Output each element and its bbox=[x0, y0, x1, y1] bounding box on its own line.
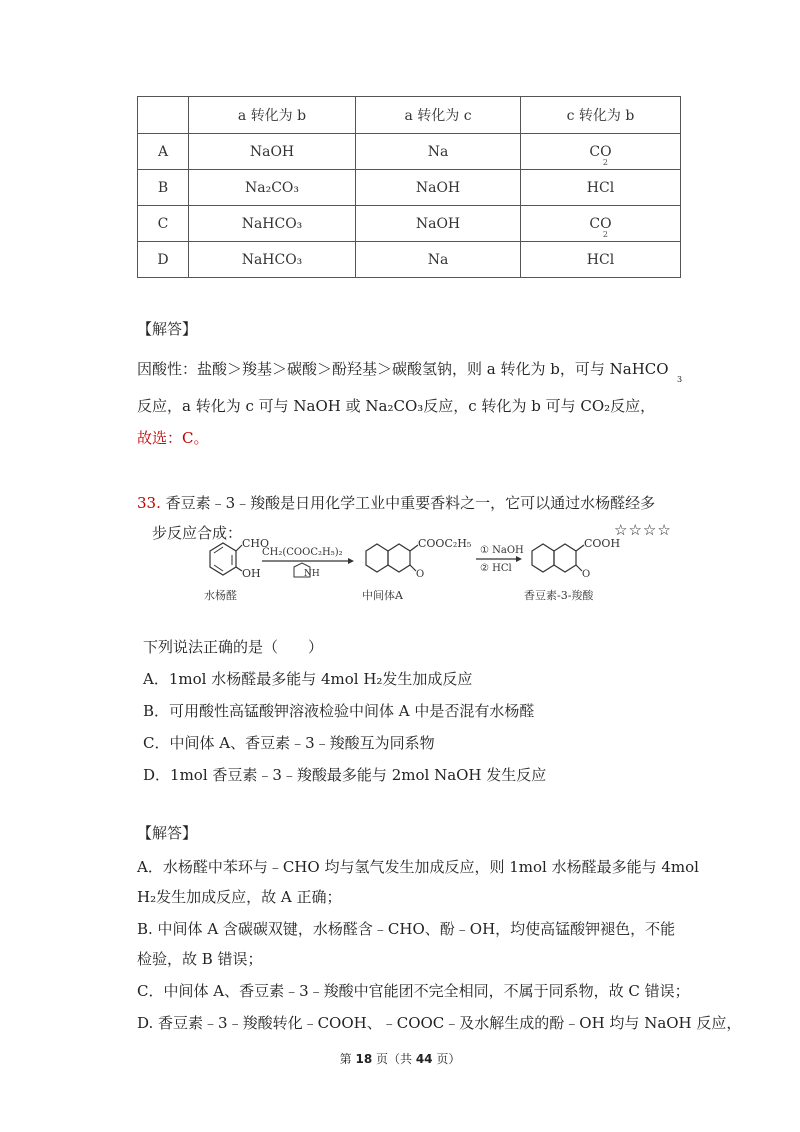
o-label: O bbox=[416, 569, 425, 580]
table-cell: Na₂CO₃ bbox=[189, 170, 356, 206]
answer-choice: 故选：C。 bbox=[137, 429, 209, 447]
conversion-table bbox=[137, 96, 681, 278]
table-header-cell: a 转化为 c bbox=[356, 97, 521, 134]
table-row bbox=[138, 242, 681, 278]
table-cell: B bbox=[138, 170, 189, 206]
footer-text: 页） bbox=[432, 1052, 461, 1066]
question-text: 香豆素﹣3﹣羧酸是日用化学工业中重要香料之一，它可以通过水杨醛经多 bbox=[165, 494, 656, 512]
pyrone-ring bbox=[554, 544, 576, 572]
table-cell-co2 bbox=[521, 206, 681, 242]
table-cell: Na bbox=[356, 134, 521, 170]
question-text: 步反应合成： bbox=[152, 524, 243, 542]
table-header-cell bbox=[138, 97, 189, 134]
reagent-label: ② HCl bbox=[480, 563, 512, 574]
table-cell: NaOH bbox=[356, 206, 521, 242]
benzene-ring bbox=[532, 544, 554, 572]
table-cell: NaOH bbox=[189, 134, 356, 170]
answer-line: B. 中间体 A 含碳碳双键，水杨醛含﹣CHO、酚﹣OH，均使高锰酸钾褪色，不能 bbox=[137, 920, 676, 938]
answer-heading: 【解答】 bbox=[137, 320, 198, 338]
subscript: 2 bbox=[602, 230, 608, 239]
question-stem bbox=[137, 492, 655, 513]
table-row bbox=[138, 206, 681, 242]
table-cell: NaHCO₃ bbox=[189, 206, 356, 242]
option-a: A．1mol 水杨醛最多能与 4mol H₂发生加成反应 bbox=[143, 670, 473, 688]
table-header-cell: a 转化为 b bbox=[189, 97, 356, 134]
reagent-label: CH₂(COOC₂H₅)₂ bbox=[262, 547, 343, 558]
answer-line bbox=[137, 358, 669, 379]
table-header-cell: c 转化为 b bbox=[521, 97, 681, 134]
difficulty-stars: ☆☆☆☆ bbox=[614, 521, 672, 539]
table-cell: D bbox=[138, 242, 189, 278]
table-cell: HCl bbox=[521, 170, 681, 206]
answer-line: 检验，故 B 错误； bbox=[137, 950, 263, 968]
table-cell: HCl bbox=[521, 242, 681, 278]
table-row bbox=[138, 134, 681, 170]
answer-line: D. 香豆素﹣3﹣羧酸转化﹣COOH、﹣COOC﹣及水解生成的酚﹣OH 均与 NaOH 反应， bbox=[137, 1014, 742, 1032]
option-c: C．中间体 A、香豆素﹣3﹣羧酸互为同系物 bbox=[143, 734, 435, 752]
option-b: B．可用酸性高锰酸钾溶液检验中间体 A 中是否混有水杨醛 bbox=[143, 702, 535, 720]
question-number: 33. bbox=[137, 494, 161, 512]
option-d: D．1mol 香豆素﹣3﹣羧酸最多能与 2mol NaOH 发生反应 bbox=[143, 766, 547, 784]
table-cell: C bbox=[138, 206, 189, 242]
answer-line: H₂发生加成反应，故 A 正确； bbox=[137, 888, 342, 906]
footer-text: 页（共 bbox=[372, 1052, 416, 1066]
oh-label: OH bbox=[242, 567, 261, 580]
page-total: 44 bbox=[415, 1052, 433, 1066]
cho-label: CHO bbox=[242, 537, 270, 550]
subscript: 2 bbox=[602, 158, 608, 167]
intermediate-label: 中间体A bbox=[362, 589, 403, 602]
product-label: 香豆素-3-羧酸 bbox=[524, 589, 594, 602]
nh-label: NH bbox=[304, 569, 320, 579]
table-cell: A bbox=[138, 134, 189, 170]
table-header-row bbox=[138, 97, 681, 134]
answer-line: A．水杨醛中苯环与﹣CHO 均与氢气发生加成反应，则 1mol 水杨醛最多能与 4mol bbox=[137, 858, 699, 876]
page-number: 18 bbox=[355, 1052, 373, 1066]
pyrone-ring bbox=[388, 544, 410, 572]
ester-label: COOC₂H₅ bbox=[418, 537, 472, 550]
table-cell: CO bbox=[589, 215, 612, 232]
question-prompt: 下列说法正确的是（ ） bbox=[143, 638, 324, 656]
table-cell-co2 bbox=[521, 134, 681, 170]
table-row bbox=[138, 170, 681, 206]
o-label: O bbox=[582, 569, 591, 580]
subscript: 3 bbox=[677, 375, 683, 384]
footer-text: 第 bbox=[339, 1052, 356, 1066]
reagent-label: ① NaOH bbox=[480, 545, 524, 556]
reactant-label: 水杨醛 bbox=[204, 589, 237, 602]
benzene-ring bbox=[366, 544, 388, 572]
table-cell: CO bbox=[589, 143, 612, 160]
table-cell: Na bbox=[356, 242, 521, 278]
table-cell: NaHCO₃ bbox=[189, 242, 356, 278]
answer-text: 因酸性：盐酸＞羧基＞碳酸＞酚羟基＞碳酸氢钠，则 a 转化为 b，可与 NaHCO bbox=[137, 360, 669, 378]
reaction-scheme bbox=[190, 535, 650, 607]
page-footer bbox=[0, 1050, 800, 1067]
answer-heading: 【解答】 bbox=[137, 824, 198, 842]
table-cell: NaOH bbox=[356, 170, 521, 206]
answer-line: C．中间体 A、香豆素﹣3﹣羧酸中官能团不完全相同，不属于同系物，故 C 错误； bbox=[137, 982, 690, 1000]
acid-label: COOH bbox=[584, 537, 621, 550]
answer-line: 反应，a 转化为 c 可与 NaOH 或 Na₂CO₃反应，c 转化为 b 可与 CO₂反应， bbox=[137, 397, 656, 415]
